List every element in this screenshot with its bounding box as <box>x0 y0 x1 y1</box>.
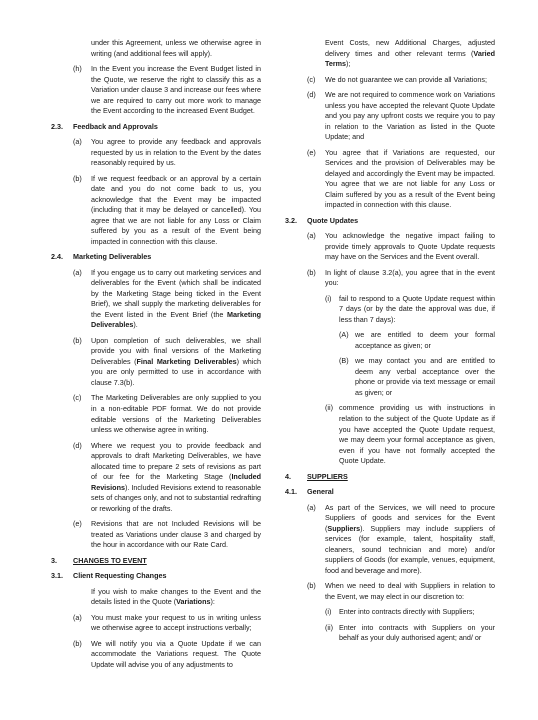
left-column <box>51 38 261 675</box>
section-number: 4.1. <box>285 487 297 497</box>
clause-label: (b) <box>307 581 316 591</box>
section-heading-4-1 <box>285 487 495 498</box>
clause-3-2-b-i <box>285 294 495 326</box>
clause-label: (e) <box>73 519 82 529</box>
clause-label: (B) <box>339 356 349 366</box>
clause-text: We do not guarantee we can provide all Variations; <box>325 74 487 84</box>
clause-3-1-e <box>285 148 495 211</box>
clause-text: Enter into contracts with Suppliers on your behalf as your duly authorised agent; and/ or <box>339 622 495 643</box>
section-intro <box>51 587 261 608</box>
clause-text-end: ) which you are only permitted to use in accordance with clause 7.3(b). <box>91 356 261 387</box>
section-title: Quote Updates <box>307 215 359 225</box>
clause-text: fail to respond to a Quote Update request within 7 days (or by the date the approval was due, if less than 7 days): <box>339 293 495 324</box>
clause-4-1-a <box>285 503 495 577</box>
clause-label: (A) <box>339 330 349 340</box>
clause-text: Where we request you to provide feedback and approvals to draft Marketing Deliverables, we have allocated time to prepare 2 sets of revisions as part of our fee for the Marketing Stage ( <box>91 440 261 482</box>
defined-term: Varied Terms <box>325 48 495 69</box>
clause-3-1-d <box>285 90 495 143</box>
clause-label: (b) <box>307 267 316 277</box>
clause-2-4-c <box>51 393 261 435</box>
clause-text: In light of clause 3.2(a), you agree that in the event you: <box>325 267 495 288</box>
section-number: 4. <box>285 471 291 481</box>
clause-text: You acknowledge the negative impact failing to provide timely approvals to Quote Update requests may have on the Services and the Event overall. <box>325 231 495 262</box>
section-title: Client Requesting Changes <box>73 571 167 581</box>
clause-text-end: ). Suppliers may include suppliers of services (for example, talent, hospitality staff, cleaners, sound technician and more) and/or suppliers of Goods (for example, venues, equipment, food and beverage and more). <box>325 523 495 575</box>
section-number: 2.4. <box>51 252 63 262</box>
continuation-text: Event Costs, new Additional Charges, adjusted delivery times and other relevant terms ( <box>325 38 495 58</box>
clause-3-1-b <box>51 639 261 671</box>
clause-text: We are not required to commence work on Variations unless you have accepted the relevant Quote Update and you pay any upfront costs we require you to pay in relation to the Variation as listed in the Quote Update; and <box>325 90 495 142</box>
section-heading-4 <box>285 472 495 483</box>
clause-3-1-a <box>51 613 261 634</box>
clause-label: (b) <box>73 335 82 345</box>
clause-4-1-b-i <box>285 607 495 618</box>
clause-label: (a) <box>307 231 316 241</box>
clause-label: (b) <box>73 173 82 183</box>
clause-text: Revisions that are not Included Revisions will be treated as Variations under clause 3 and charged by the hour in accordance with our Rate Card. <box>91 519 261 550</box>
section-number: 3.1. <box>51 571 63 581</box>
section-title: SUPPLIERS <box>307 471 348 481</box>
clause-text: When we need to deal with Suppliers in relation to the Event, we may elect in our discretion to: <box>325 581 495 601</box>
clause-label: (e) <box>307 147 316 157</box>
clause-text: Enter into contracts directly with Suppliers; <box>339 607 475 617</box>
clause-text: We will notify you via a Quote Update if we can accommodate the Variations request. The Quote Update will advise you of any adjustments to <box>91 638 261 669</box>
section-heading-3 <box>51 556 261 567</box>
clause-text: Upon completion of such deliverables, we shall provide you with final versions of the Marketing Deliverables ( <box>91 335 261 366</box>
clause-text: The Marketing Deliverables are only supplied to you in a non-editable PDF format. We do not provide editable versions of the Marketing Deliverables unless we otherwise agree in writing. <box>91 393 261 435</box>
clause-3-2-b <box>285 268 495 289</box>
clause-2-4-d <box>51 441 261 515</box>
defined-term: Included Revisions <box>91 472 261 492</box>
clause-label: (h) <box>73 64 82 74</box>
clause-label: (b) <box>73 638 82 648</box>
clause-label: (c) <box>73 393 82 403</box>
clause-text: As part of the Services, we will need to procure Suppliers of goods and services for the Event ( <box>325 502 495 533</box>
clause-label: (a) <box>73 267 82 277</box>
section-heading-2-3 <box>51 122 261 133</box>
clause-2-3-a <box>51 137 261 169</box>
clause-2-4-e <box>51 519 261 551</box>
section-number: 3.2. <box>285 215 297 225</box>
section-number: 3. <box>51 555 57 565</box>
clause-text: You must make your request to us in writing unless we otherwise agree to accept instructions verbally; <box>91 612 261 633</box>
clause-text-end: ). <box>133 320 138 330</box>
clause-text: In the Event you increase the Event Budget listed in the Quote, we reserve the right to classify this as a Variation under clause 3 and increase our fees where we are required to carry out more work to manage the Event according to the increased Event Budget. <box>91 64 261 116</box>
clause-label: (a) <box>73 612 82 622</box>
clause-3-2-b-ii <box>285 403 495 466</box>
paragraph-continuation: under this Agreement, unless we otherwise agree in writing (and additional fees will apply). <box>91 38 261 58</box>
clause-3-2-b-i-B <box>285 356 495 398</box>
paragraph-continuation <box>285 38 495 70</box>
section-title: Feedback and Approvals <box>73 121 158 131</box>
clause-4-1-b-ii <box>285 623 495 644</box>
clause-text: You agree that if Variations are requested, our Services and the provision of Deliverables may be delayed and accordingly the Event may be impacted. You agree that we are not liable for any Loss or Claim suffered by you as a result of the Event being impacted in connection with this clause. <box>325 147 495 210</box>
section-heading-2-4 <box>51 252 261 263</box>
intro-text-end: ): <box>210 597 215 607</box>
clause-text: we are entitled to deem your formal acceptance as given; or <box>355 330 495 350</box>
clause-text: If we request feedback or an approval by a certain date and you do not come back to us, you acknowledge that the Event may be impacted (including that it may be delayed or cancelled). You agree that we are not liable for any Loss or Claim suffered by you as a result of the Event being impacted in connection with this clause. <box>91 173 261 246</box>
section-title: Marketing Deliverables <box>73 252 152 262</box>
clause-text-end: ). Included Revisions extend to reasonable sets of changes only, and not to substantial redrafting or reworking of the drafts. <box>91 482 261 513</box>
clause-label: (a) <box>73 137 82 147</box>
clause-label: (d) <box>73 440 82 450</box>
clause-3-2-a <box>285 231 495 263</box>
section-number: 2.3. <box>51 121 63 131</box>
clause-3-2-b-i-A <box>285 330 495 351</box>
defined-term: Suppliers <box>327 523 361 533</box>
clause-text: You agree to provide any feedback and approvals requested by us in relation to the Event by the dates reasonably required by us. <box>91 137 261 168</box>
section-heading-3-2 <box>285 216 495 227</box>
clause-label: (d) <box>307 90 316 100</box>
clause-text: we may contact you and are entitled to deem any verbal acceptance over the phone or provide via text message or email as given; or <box>355 356 495 397</box>
defined-term: Final Marketing Deliverables <box>136 356 237 366</box>
intro-text: If you wish to make changes to the Event and the details listed in the Quote ( <box>91 586 261 607</box>
clause-text: If you engage us to carry out marketing services and deliverables for the Event (which shall be indicated by the Marketing Stage being ticked in the Event Brief), we shall supply the marketing deliverables for the Event listed in the Event Brief (the <box>91 267 261 319</box>
clause-label: (i) <box>325 293 332 303</box>
section-heading-3-1 <box>51 571 261 582</box>
clause-label: (i) <box>325 607 332 617</box>
section-title: CHANGES TO EVENT <box>73 555 147 565</box>
clause-text: commence providing us with instructions in relation to the subject of the Quote Update as if you have accepted the Quote Update request, we may deem your formal acceptance as given, even if you have not formally accepted the Quote Update. <box>339 403 495 466</box>
right-column <box>285 38 495 649</box>
clause-2-4-b <box>51 336 261 389</box>
defined-term: Marketing Deliverables <box>91 309 261 330</box>
clause-2-2-h <box>51 64 261 117</box>
defined-term: Variations <box>176 597 211 607</box>
clause-4-1-b <box>285 581 495 602</box>
clause-2-3-b <box>51 174 261 248</box>
clause-label: (ii) <box>325 403 333 413</box>
section-title: General <box>307 487 334 497</box>
clause-label: (c) <box>307 74 316 84</box>
continuation-text-end: ); <box>346 59 351 69</box>
clause-label: (a) <box>307 502 316 512</box>
clause-2-4-a <box>51 268 261 331</box>
clause-3-1-c <box>285 75 495 86</box>
clause-label: (ii) <box>325 622 333 632</box>
